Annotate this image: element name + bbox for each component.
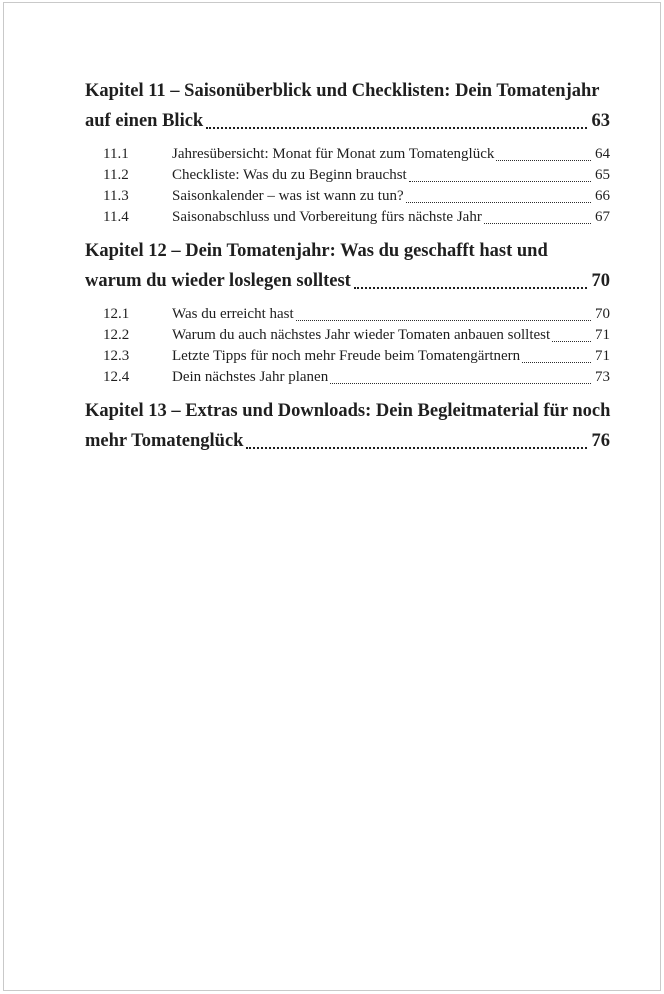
dot-leader <box>330 383 591 384</box>
entry-page-number: 73 <box>595 369 610 385</box>
entry-title: Jahresübersicht: Monat für Monat zum Tomatenglück <box>172 146 495 162</box>
entry-number: 12.4 <box>103 369 130 385</box>
chapter-page-number: 76 <box>591 431 610 451</box>
toc-entry <box>85 207 610 228</box>
chapter-page-number: 70 <box>591 271 610 291</box>
chapter-heading-line2-text: mehr Tomatenglück <box>85 431 244 451</box>
entry-title: Dein nächstes Jahr planen <box>172 369 329 385</box>
entry-number: 12.3 <box>103 348 130 364</box>
toc-entry <box>85 346 610 367</box>
entry-title: Saisonabschluss und Vorbereitung fürs nächste Jahr <box>172 209 482 225</box>
entry-number: 12.2 <box>103 327 130 343</box>
toc-chapter-13 <box>85 396 610 456</box>
chapter-page-number: 63 <box>591 111 610 131</box>
chapter-entries <box>85 304 610 388</box>
chapter-heading <box>85 236 610 296</box>
dot-leader <box>206 127 586 129</box>
toc-entry <box>85 186 610 207</box>
dot-leader <box>496 160 591 161</box>
chapter-entries <box>85 144 610 228</box>
entry-page-number: 66 <box>595 188 610 204</box>
entry-page-number: 70 <box>595 306 610 322</box>
entry-title: Was du erreicht hast <box>172 306 294 322</box>
entry-number: 11.3 <box>103 188 129 204</box>
entry-page-number: 65 <box>595 167 610 183</box>
dot-leader <box>409 181 591 182</box>
entry-number: 11.2 <box>103 167 129 183</box>
chapter-heading <box>85 76 610 136</box>
entry-title: Letzte Tipps für noch mehr Freude beim Tomatengärtnern <box>172 348 521 364</box>
toc-entry <box>85 325 610 346</box>
dot-leader <box>406 202 591 203</box>
dot-leader <box>522 362 591 363</box>
toc-chapter-11 <box>85 76 610 228</box>
table-of-contents <box>85 76 610 456</box>
toc-entry <box>85 144 610 165</box>
dot-leader <box>484 223 591 224</box>
entry-page-number: 71 <box>595 327 610 343</box>
entry-number: 11.4 <box>103 209 129 225</box>
chapter-heading-line1: Kapitel 13 – Extras und Downloads: Dein Begleitmaterial für noch <box>85 401 611 421</box>
chapter-heading-line2-text: warum du wieder loslegen solltest <box>85 271 351 291</box>
chapter-heading-line1: Kapitel 11 – Saisonüberblick und Checklisten: Dein Tomatenjahr <box>85 81 600 101</box>
dot-leader <box>552 341 591 342</box>
entry-title: Checkliste: Was du zu Beginn brauchst <box>172 167 407 183</box>
chapter-heading-line1: Kapitel 12 – Dein Tomatenjahr: Was du geschafft hast und <box>85 241 548 261</box>
entry-title: Saisonkalender – was ist wann zu tun? <box>172 188 404 204</box>
entry-number: 11.1 <box>103 146 129 162</box>
dot-leader <box>246 447 586 449</box>
entry-number: 12.1 <box>103 306 130 322</box>
chapter-heading-line2 <box>85 426 610 456</box>
entry-page-number: 64 <box>595 146 610 162</box>
toc-chapter-12 <box>85 236 610 388</box>
toc-entry <box>85 304 610 325</box>
entry-page-number: 71 <box>595 348 610 364</box>
toc-entry <box>85 165 610 186</box>
chapter-heading-line2-text: auf einen Blick <box>85 111 204 131</box>
chapter-heading <box>85 396 610 456</box>
dot-leader <box>354 287 587 289</box>
chapter-heading-line2 <box>85 266 610 296</box>
dot-leader <box>296 320 591 321</box>
chapter-heading-line2 <box>85 106 610 136</box>
entry-page-number: 67 <box>595 209 610 225</box>
entry-title: Warum du auch nächstes Jahr wieder Tomaten anbauen solltest <box>172 327 551 343</box>
document-page <box>3 2 661 991</box>
toc-entry <box>85 367 610 388</box>
